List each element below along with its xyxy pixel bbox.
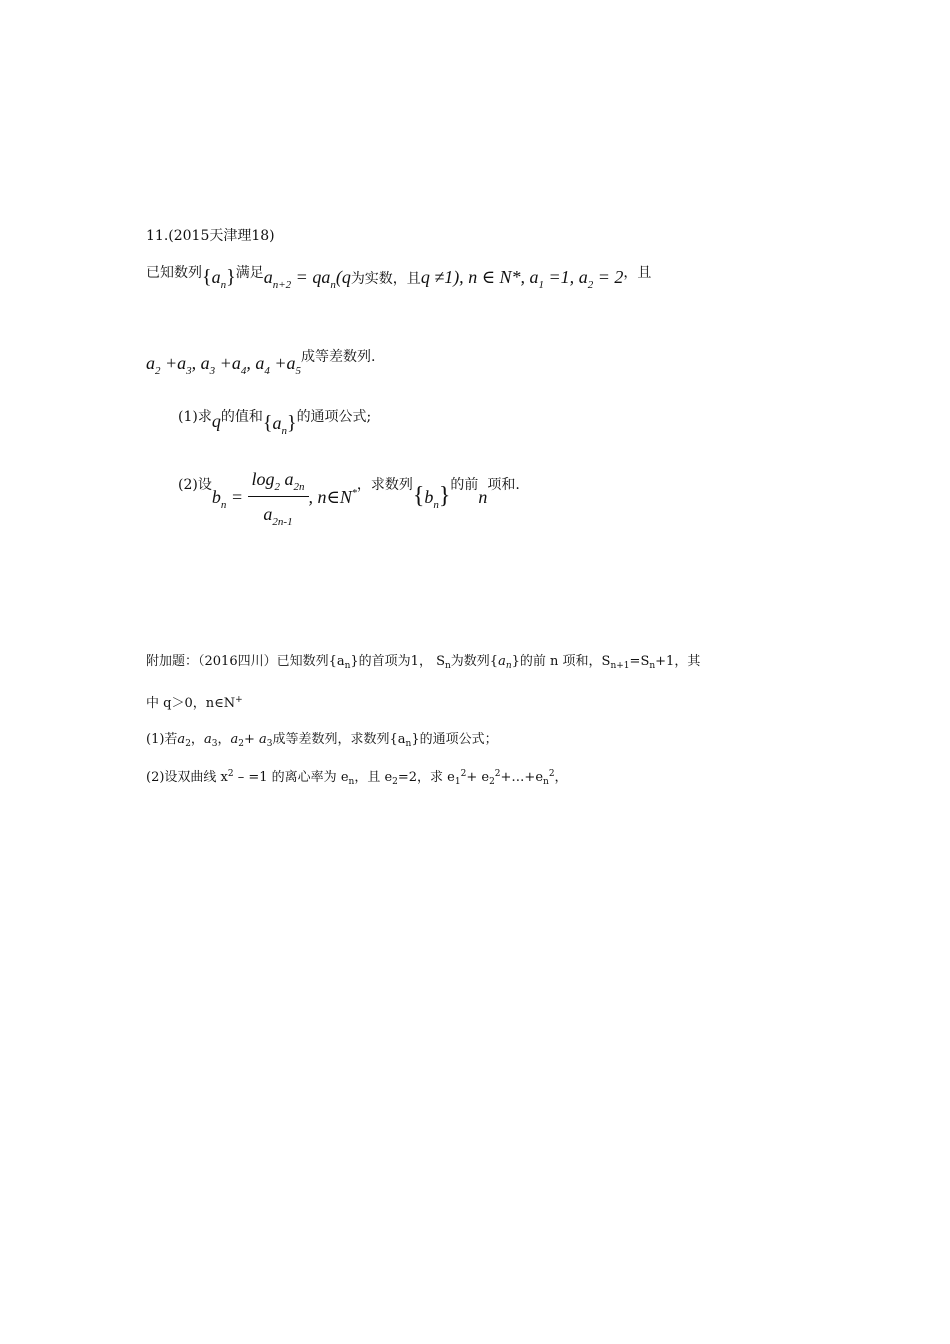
part2-prefix: (2)设 [178,477,212,494]
extra-line1-a: 附加题：（2016四川）已知数列{a [146,654,345,669]
extra-line4-d: =2，求 e [397,770,455,785]
extra-line3-c: ， [217,732,231,747]
extra-line2: 中 q＞0，n∈N+ [146,695,243,711]
extra-line4-e: + e [466,770,490,785]
sequence-a-n-part1: $\{a_n\}$ [262,412,297,437]
b-n-definition: $b_n$ = $\frac{\log_2 a_{2n}}{a_{2n-1}}$ , n∈N* [211,469,357,528]
sequence-b-n: $\{b_n\}$ [412,483,451,512]
extra-line2-text: 中 q＞0，n∈N [146,696,236,711]
stem-condition-text: 为实数，且 [350,271,421,287]
extra-line4-a: (2)设双曲线 x [146,770,228,785]
problem-11-header-text: 11.(2015天津理18) [146,228,275,244]
line2-tail: 成等差数列. [300,349,376,365]
problem-11-part2 [178,470,520,528]
stem-satisfy: 满足 [235,265,264,281]
extra-line3-a: (1)若 [146,732,178,747]
part2-mid: ，求数列 [356,477,413,494]
stem-prefix: 已知数列 [146,265,202,281]
recurrence-formula: $a_{n+2} = qa_n(q$ [263,267,351,291]
part1-mid: 的值和 [220,409,263,425]
extra-line4: (2)设双曲线 $x^2 - =1$ 的离心率为 $e_n$，且 $e_2=2$，求 $e_1^2+$ $e_2^2+\dots+e_n^2$， [146,769,568,787]
problem-11-stem-line1 [146,266,651,291]
extra-line1-f: +1，其 [655,654,701,669]
extra-line4-b: – =1 的离心率为 e [233,770,349,785]
extra-line3-e: 成等差数列，求数列{a [272,732,406,747]
extra-line1-c: 为数列{ [450,654,499,669]
part1-tail: 的通项公式; [296,409,372,425]
extra-line4-f: +…+e [500,770,544,785]
var-n: n [478,487,488,508]
part2-tail: 项和. [487,477,520,494]
extra-line3: (1)若$a_2$，$a_3$，$a_2+ a_3$成等差数列，求数列$\{a_n\}$的通项公式； [146,732,498,749]
problem-11-stem-line2 [146,350,375,377]
arithmetic-terms-formula: $a_2 +a_3$, $a_3 +a_4$, $a_4 +a_5$ [146,353,301,377]
var-q: q [211,411,221,431]
extra-line3-d: + [243,732,259,747]
extra-line1: 附加题：（2016四川）已知数列$\{a_n\}$的首项为1， $S_n$为数列$\{a_n\}$的前 n 项和，$S_{n+1}=S_n+1$，其 [146,654,701,671]
fraction: $\frac{\log_2 a_{2n}}{a_{2n-1}}$ [248,470,309,528]
problem-11-header [146,229,275,243]
part2-mid2: 的前 [450,477,479,494]
part1-prefix: (1)求 [178,409,212,425]
condition-formula: q ≠1), n ∈ N*, $a_1 =1$, $a_2 = 2$ [420,267,624,291]
stem-tail: ，且 [623,265,652,281]
extra-line3-b: ， [190,732,204,747]
problem-11-part1 [178,410,371,437]
extra-line1-d: }的前 n 项和，S [511,654,611,669]
extra-line4-g: ， [554,770,568,785]
sequence-a-n: $\{a_n\}$ [202,266,236,291]
extra-line4-c: ，且 e [354,770,393,785]
extra-line1-b: }的首项为1， S [350,654,445,669]
extra-line1-e: =S [629,654,650,669]
extra-line3-f: }的通项公式； [411,732,498,747]
